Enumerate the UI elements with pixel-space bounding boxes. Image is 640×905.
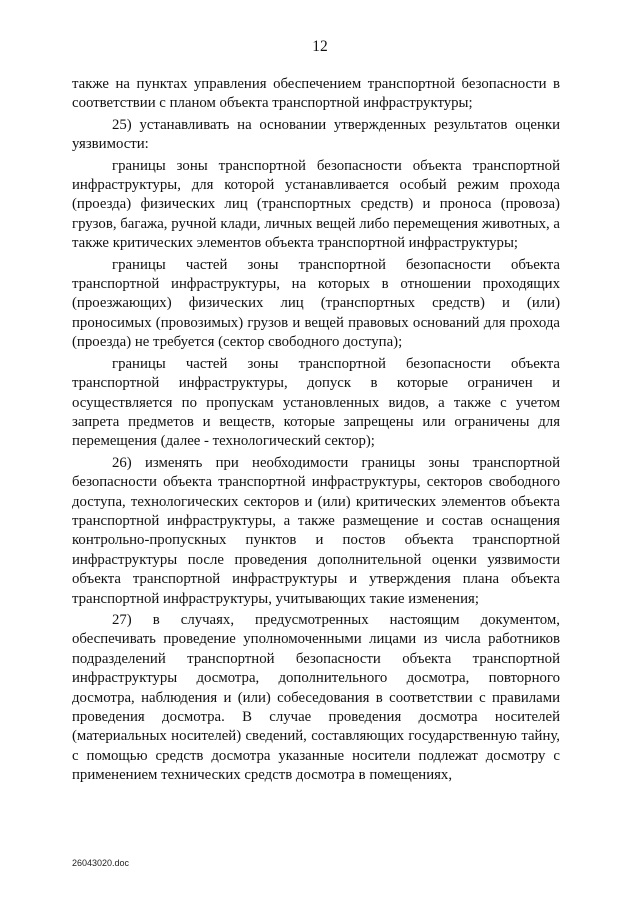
paragraph-item-27: 27) в случаях, предусмотренных настоящим документом, обеспечивать проведение уполномоченными лицами из числа работников подразделений транспортной безопасности объекта транспортной инфраструктуры досмотра, дополнительного досмотра, повторного досмотра, наблюдения и (или) собеседования в соответствии с правилами проведения досмотра. В случае проведения досмотра носителей (материальных носителей) сведений, составляющих государственную тайну, с помощью средств досмотра указанные носители подлежат досмотру с применением технических средств досмотра в помещениях, [72,611,560,784]
paragraph-zone-boundaries: границы зоны транспортной безопасности объекта транспортной инфраструктуры, для которой устанавливается особый режим прохода (проезда) физических лиц (транспортных средств) и проноса (провоза) грузов, багажа, ручной клади, личных вещей либо перемещения животных, а также критических элементов объекта транспортной инфраструктуры; [72,157,560,252]
document-body [72,75,560,786]
footer-filename: 26043020.doc [72,858,130,868]
paragraph-intro: также на пунктах управления обеспечением транспортной безопасности в соответствии с планом объекта транспортной инфраструктуры; [72,76,560,112]
paragraph-item-25: 25) устанавливать на основании утвержденных результатов оценки уязвимости: [72,116,560,153]
paragraph-item-26: 26) изменять при необходимости границы зоны транспортной безопасности объекта транспортной инфраструктуры, секторов свободного доступа, технологических секторов и (или) критических элементов объекта транспортной инфраструктуры, а также размещение и состав оснащения контрольно-пропускных пунктов и постов объекта транспортной инфраструктуры после проведения дополнительной оценки уязвимости объекта транспортной инфраструктуры и утверждения плана объекта транспортной инфраструктуры, учитывающих такие изменения; [72,454,560,607]
paragraph-free-access-sector: границы частей зоны транспортной безопасности объекта транспортной инфраструктуры, на которых в отношении проходящих (проезжающих) физических лиц (транспортных средств) и (или) проносимых (провозимых) грузов и вещей правовых оснований для прохода (проезда) не требуется (сектор свободного доступа); [72,256,560,351]
paragraph-technological-sector: границы частей зоны транспортной безопасности объекта транспортной инфраструктуры, допуск в которые ограничен и осуществляется по пропускам установленных видов, а также с учетом запрета предметов и веществ, которые запрещены или ограничены для перемещения (далее - технологический сектор); [72,355,560,450]
page-number: 12 [312,38,328,55]
